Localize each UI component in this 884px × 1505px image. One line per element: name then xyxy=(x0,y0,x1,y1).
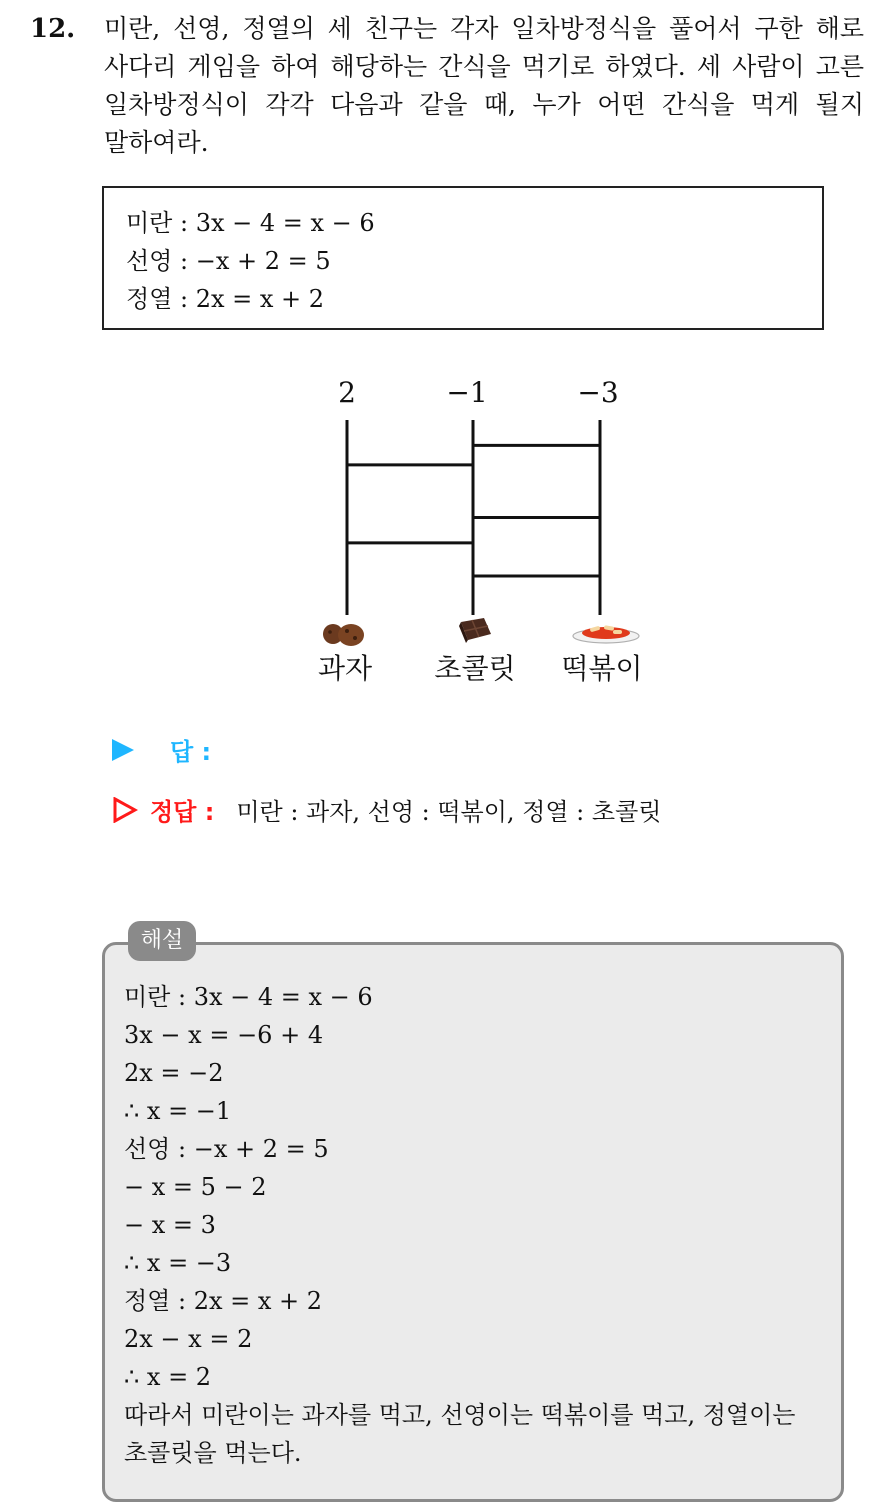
given-equations-box xyxy=(102,186,824,330)
explanation-lines xyxy=(124,978,829,1472)
ladder-top-label-3: −3 xyxy=(577,376,619,409)
given-equation-seonyoung: 선영 : −x + 2 = 5 xyxy=(126,247,331,275)
explanation-tab: 해설 xyxy=(128,921,196,961)
ladder-top-label-2: −1 xyxy=(446,376,488,409)
chocolate-icon xyxy=(459,618,491,643)
explanation-line: 3x − x = −6 + 4 xyxy=(124,1021,324,1049)
explanation-line: 정열 : 2x = x + 2 xyxy=(124,1287,323,1315)
question-text: 미란, 선영, 정열의 세 친구는 각자 일차방정식을 풀어서 구한 해로 사다리 게임을 하여 해당하는 간식을 먹기로 하였다. 세 사람이 고른 일차방정식이 각각 다음과 같을 때, 누가 어떤 간식을 먹게 될지 말하여라. xyxy=(104,14,864,157)
correct-answer-row xyxy=(112,792,661,827)
explanation-line: ∴ x = 2 xyxy=(124,1363,212,1391)
answer-label: 답 : xyxy=(170,738,212,766)
ladder-bottom-label-3: 떡볶이 xyxy=(561,652,643,685)
explanation-line: 2x − x = 2 xyxy=(124,1325,253,1353)
play-triangle-icon xyxy=(112,739,134,761)
cookie-icon xyxy=(323,624,364,646)
given-equation-miran: 미란 : 3x − 4 = x − 6 xyxy=(126,209,375,237)
ladder-diagram xyxy=(0,360,884,700)
explanation-line: ∴ x = −3 xyxy=(124,1249,232,1277)
answer-row xyxy=(112,732,211,767)
explanation-line: 미란 : 3x − 4 = x − 6 xyxy=(124,983,373,1011)
correct-answer-label: 정답 : xyxy=(150,798,215,826)
explanation-line: 2x = −2 xyxy=(124,1059,224,1087)
explanation-line: − x = 5 − 2 xyxy=(124,1173,267,1201)
ladder-top-label-1: 2 xyxy=(338,376,356,409)
explanation-line: − x = 3 xyxy=(124,1211,216,1239)
explanation-line: 선영 : −x + 2 = 5 xyxy=(124,1135,329,1163)
ladder-bottom-label-1: 과자 xyxy=(317,652,373,685)
ladder-bottom-label-2: 초콜릿 xyxy=(434,652,516,685)
correct-answer-text: 미란 : 과자, 선영 : 떡볶이, 정열 : 초콜릿 xyxy=(236,798,662,826)
tteokbokki-icon xyxy=(573,625,639,643)
problem-number: 12. xyxy=(30,14,76,44)
explanation-conclusion: 따라서 미란이는 과자를 먹고, 선영이는 떡볶이를 먹고, 정열이는 초콜릿을 먹는다. xyxy=(124,1401,796,1467)
outline-triangle-icon xyxy=(112,797,138,823)
given-equation-jeongyeol: 정열 : 2x = x + 2 xyxy=(126,285,325,313)
explanation-line: ∴ x = −1 xyxy=(124,1097,232,1125)
